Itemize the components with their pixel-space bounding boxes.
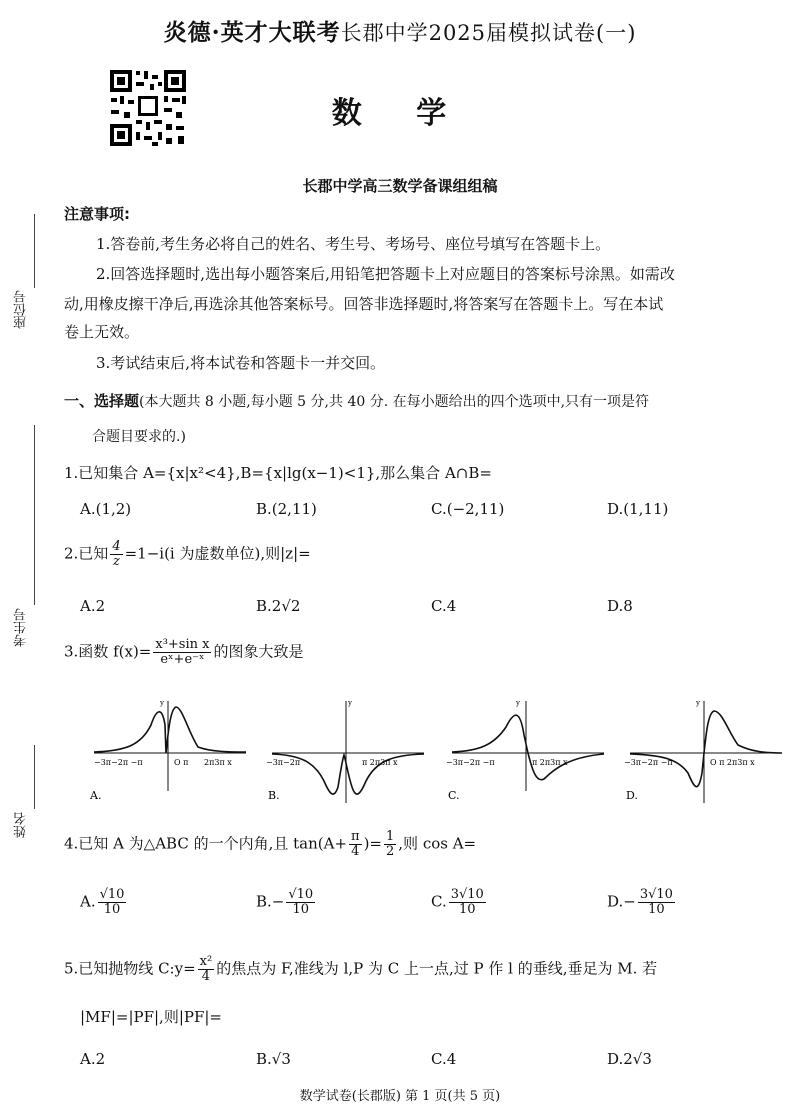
frac-denominator: 10 [292,902,310,917]
exam-title: 长郡中学2025届模拟试卷(一) [340,21,637,45]
q5-option-c: C.4 [431,1050,457,1068]
q1-option-c: C.(−2,11) [431,500,505,518]
svg-text:y: y [160,699,164,707]
q3-pre: 3.函数 f(x)= [64,642,152,661]
q1-option-a: A.(1,2) [80,500,132,518]
q4-option-a [80,888,128,917]
q4-option-b [256,888,317,917]
q5-option-b: B.√3 [256,1050,291,1068]
frac-numerator: √10 [99,887,125,902]
side-label-name: 姓名 [14,812,29,838]
q2-post: =1−i(i 为虚数单位),则|z|= [124,544,311,563]
q5-post: 的焦点为 F,准线为 l,P 为 C 上一点,过 P 作 l 的垂线,垂足为 M. 若 [216,959,658,978]
page-footer: 数学试卷(长郡版) 第 1 页(共 5 页) [299,1089,501,1104]
side-line [34,214,35,288]
notice-item: 动,用橡皮擦干净后,再选涂其他答案标号。回答非选择题时,将答案写在答题卡上。写在本试 [64,295,664,313]
side-label-examinee: 考生号 [14,608,29,647]
graph-label-c: C. [448,789,460,802]
svg-text:−3π−2π −π: −3π−2π −π [624,758,673,767]
option-label: C. [431,892,447,911]
subject-title: 数 学 [331,96,469,131]
svg-text:−3π−2π −π: −3π−2π −π [446,758,495,767]
q2-pre: 2.已知 [64,544,109,563]
svg-text:2π3π x: 2π3π x [204,758,232,767]
svg-text:−3π−2π −π: −3π−2π −π [94,758,143,767]
q2-stem [64,540,311,569]
option-fraction [98,888,127,917]
q5-line2: |MF|=|PF|,则|PF|= [80,1008,222,1026]
q5-option-a: A.2 [80,1050,106,1068]
graph-c [446,699,604,802]
graph-label-a: A. [90,789,102,802]
frac-denominator: 10 [103,902,121,917]
q2-option-d: D.8 [607,597,633,615]
author-line: 长郡中学高三数学备课组组稿 [302,177,498,195]
frac-numerator: x³+sin x [155,637,210,652]
q4-fraction-1 [349,830,362,859]
svg-text:π 2π3π x: π 2π3π x [532,758,568,767]
q4-post: ,则 cos A= [398,834,477,853]
graph-a [89,699,246,802]
section-heading [64,390,649,413]
q2-option-a: A.2 [80,597,106,615]
q4-mid: )= [363,834,382,853]
side-line [34,745,35,809]
frac-denominator: 10 [459,902,476,917]
frac-denominator: eˣ+e⁻ˣ [160,652,205,667]
frac-denominator: 4 [351,844,360,859]
q5-pre: 5.已知抛物线 C:y= [64,959,196,978]
frac-numerator: 3√10 [450,887,484,902]
frac-numerator: 4 [112,539,121,554]
graph-label-b: B. [268,789,280,802]
svg-text:y: y [516,699,520,707]
option-fraction [449,888,486,917]
section-desc-2: 合题目要求的.) [92,429,186,445]
notice-item: 卷上无效。 [64,323,140,341]
q3-fraction [153,638,211,667]
q3-stem [64,638,304,667]
option-label: A. [80,892,96,911]
notice-title: 注意事项: [64,205,130,223]
frac-numerator: √10 [288,887,314,902]
notice-item: 2.回答选择题时,选出每小题答案后,用铅笔把答题卡上对应题目的答案标号涂黑。如需改 [96,265,675,283]
q4-fraction-2 [384,830,396,859]
svg-text:y: y [348,699,352,707]
graph-label-d: D. [626,789,638,802]
q4-option-d [607,888,677,917]
q5-fraction [198,955,215,984]
frac-numerator: 1 [386,829,395,844]
side-line [34,425,35,605]
exam-header [0,14,800,47]
svg-text:π 2π3π x: π 2π3π x [362,758,398,767]
q4-option-c [431,888,488,917]
q1-stem: 1.已知集合 A={x|x²<4},B={x|lg(x−1)<1},那么集合 A∩B= [64,464,492,482]
svg-text:−3π−2π: −3π−2π [266,758,301,767]
q5-option-d: D.2√3 [607,1050,652,1068]
section-title: 一、选择题 [64,392,140,410]
graph-d [624,699,782,803]
frac-denominator: 4 [201,969,211,984]
frac-numerator: x² [199,954,213,969]
section-desc: (本大题共 8 小题,每小题 5 分,共 40 分. 在每小题给出的四个选项中,只有一项是符 [139,394,650,410]
q2-option-c: C.4 [431,597,457,615]
frac-numerator: 3√10 [639,887,673,902]
q3-graphs [86,695,786,810]
q4-pre: 4.已知 A 为△ABC 的一个内角,且 tan(A+ [64,834,348,853]
svg-text:y: y [696,699,700,707]
svg-text:O π: O π [174,758,189,767]
option-label: B.− [256,892,285,911]
frac-numerator: π [351,829,360,844]
q3-post: 的图象大致是 [213,642,304,661]
frac-denominator: 10 [648,902,665,917]
side-label-seat: 座位号 [14,290,29,329]
option-label: D.− [607,892,636,911]
q2-option-b: B.2√2 [256,597,301,615]
q1-option-d: D.(1,11) [607,500,669,518]
option-fraction [286,888,315,917]
exam-brand: 炎德·英才大联考 [163,19,341,46]
q5-stem [64,955,657,984]
q1-option-b: B.(2,11) [256,500,317,518]
notice-item: 3.考试结束后,将本试卷和答题卡一并交回。 [96,354,386,372]
frac-denominator: z [113,554,120,569]
q2-fraction [110,540,122,569]
frac-denominator: 2 [386,844,395,859]
q4-stem [64,830,476,859]
notice-item: 1.答卷前,考生务必将自己的姓名、考生号、考场号、座位号填写在答题卡上。 [96,235,611,253]
svg-text:O π 2π3π x: O π 2π3π x [710,758,755,767]
graph-b [266,699,424,803]
option-fraction [638,888,675,917]
